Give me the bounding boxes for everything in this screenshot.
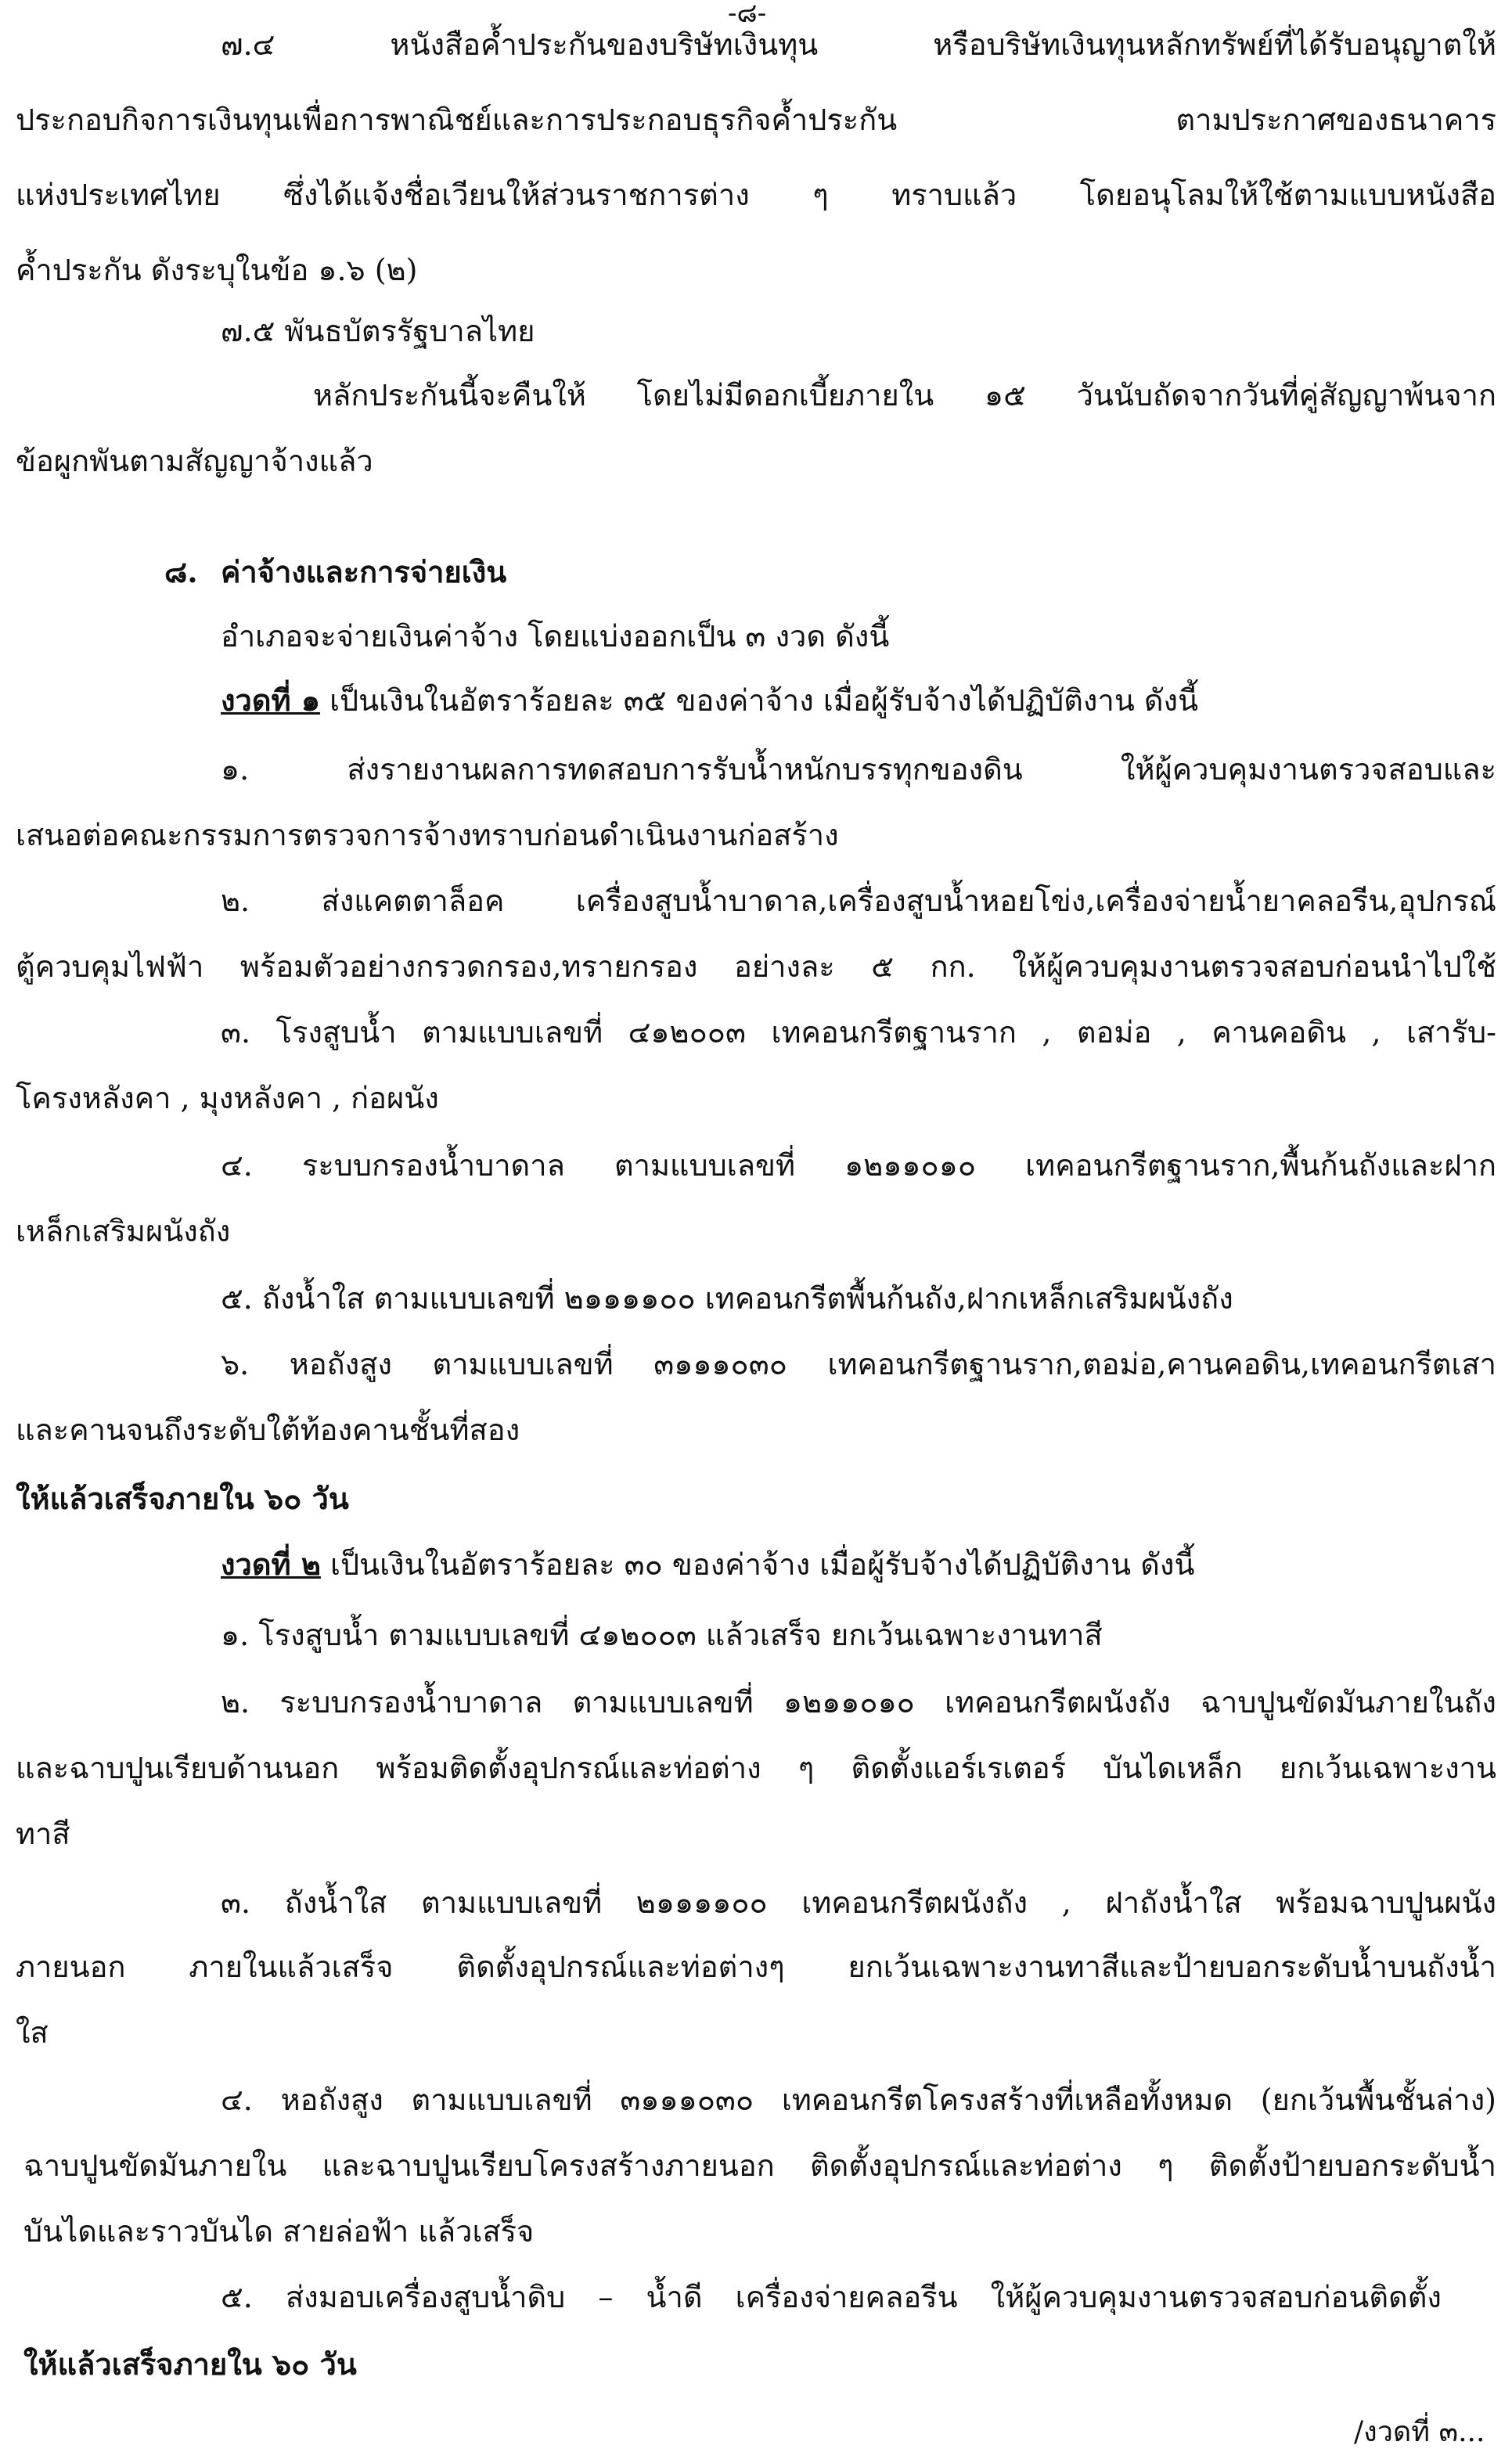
inst-1-item-4-line-2: เหล็กเสริมผนังถัง bbox=[16, 1214, 231, 1248]
item-7-4-line-2: ประกอบกิจการเงินทุนเพื่อการพาณิชย์และการประกอบธุรกิจค้ำประกัน ตามประกาศของธนาคาร bbox=[16, 103, 1496, 137]
inst-1-item-5-line-1: ๕. ถังน้ำใส ตามแบบเลขที่ ๒๑๑๑๑๐๐ เทคอนกรีตพื้นก้นถัง,ฝากเหล็กเสริมผนังถัง bbox=[221, 1281, 1233, 1316]
security-return-line-2: ข้อผูกพันตามสัญญาจ้างแล้ว bbox=[16, 444, 373, 478]
inst-1-item-3-line-2: โครงหลังคา , มุงหลังคา , ก่อผนัง bbox=[16, 1081, 439, 1115]
installment-2-label: งวดที่ ๒ bbox=[221, 1547, 321, 1582]
installment-1-deadline: ให้แล้วเสร็จภายใน ๖๐ วัน bbox=[16, 1481, 349, 1516]
page-number: -๘- bbox=[728, 0, 767, 29]
section-8-heading: ค่าจ้างและการจ่ายเงิน bbox=[221, 554, 507, 589]
installment-2-header bbox=[221, 1547, 1195, 1582]
inst-1-item-1-line-1: ๑. ส่งรายงานผลการทดสอบการรับน้ำหนักบรรทุกของดิน ให้ผู้ควบคุมงานตรวจสอบและ bbox=[221, 752, 1496, 787]
inst-2-item-2-line-1: ๒. ระบบกรองน้ำบาดาล ตามแบบเลขที่ ๑๒๑๑๐๑๐ เทคอนกรีตผนังถัง ฉาบปูนขัดมันภายในถัง bbox=[221, 1685, 1496, 1720]
installment-2-deadline: ให้แล้วเสร็จภายใน ๖๐ วัน bbox=[23, 2346, 357, 2382]
inst-2-item-4-line-1: ๔. หอถังสูง ตามแบบเลขที่ ๓๑๑๑๐๓๐ เทคอนกรีตโครงสร้างที่เหลือทั้งหมด (ยกเว้นพื้นชั้นล่าง) bbox=[221, 2083, 1496, 2117]
item-7-4-line-1: ๗.๔ หนังสือค้ำประกันของบริษัทเงินทุน หรือบริษัทเงินทุนหลักทรัพย์ที่ได้รับอนุญาตให้ bbox=[221, 27, 1496, 62]
inst-2-item-5-line-1: ๕. ส่งมอบเครื่องสูบน้ำดิบ – น้ำดี เครื่องจ่ายคลอรีน ให้ผู้ควบคุมงานตรวจสอบก่อนติดตั้ง bbox=[221, 2280, 1442, 2314]
inst-1-item-4-line-1: ๔. ระบบกรองน้ำบาดาล ตามแบบเลขที่ ๑๒๑๑๐๑๐ เทคอนกรีตฐานราก,พื้นก้นถังและฝาก bbox=[221, 1148, 1496, 1183]
continuation-note: /งวดที่ ๓... bbox=[1354, 2416, 1485, 2448]
item-7-4-line-4: ค้ำประกัน ดังระบุในข้อ ๑.๖ (๒) bbox=[16, 253, 418, 287]
inst-1-item-3-line-1: ๓. โรงสูบน้ำ ตามแบบเลขที่ ๔๑๒๐๐๓ เทคอนกรีตฐานราก , ตอม่อ , คานคอดิน , เสารับ- bbox=[221, 1015, 1496, 1050]
item-7-4-line-3: แห่งประเทศไทย ซึ่งได้แจ้งชื่อเวียนให้ส่วนราชการต่าง ๆ ทราบแล้ว โดยอนุโลมให้ใช้ตามแบบหนังสือ bbox=[16, 178, 1496, 212]
item-7-5: ๗.๕ พันธบัตรรัฐบาลไทย bbox=[221, 314, 535, 348]
inst-1-item-6-line-1: ๖. หอถังสูง ตามแบบเลขที่ ๓๑๑๑๐๓๐ เทคอนกรีตฐานราก,ตอม่อ,คานคอดิน,เทคอนกรีตเสา bbox=[221, 1347, 1496, 1381]
section-8-number: ๘. bbox=[164, 554, 198, 589]
inst-2-item-2-line-2: และฉาบปูนเรียบด้านนอก พร้อมติดตั้งอุปกรณ์และท่อต่าง ๆ ติดตั้งแอร์เรเตอร์ บันไดเหล็ก ยกเว้นเฉพาะงาน bbox=[16, 1751, 1496, 1785]
installment-2-desc: เป็นเงินในอัตราร้อยละ ๓๐ ของค่าจ้าง เมื่อผู้รับจ้างได้ปฏิบัติงาน ดังนี้ bbox=[320, 1547, 1195, 1582]
inst-1-item-1-line-2: เสนอต่อคณะกรรมการตรวจการจ้างทราบก่อนดำเนินงานก่อสร้าง bbox=[16, 818, 839, 852]
inst-1-item-6-line-2: และคานจนถึงระดับใต้ท้องคานชั้นที่สอง bbox=[16, 1413, 520, 1447]
installment-1-desc: เป็นเงินในอัตราร้อยละ ๓๕ ของค่าจ้าง เมื่อผู้รับจ้างได้ปฏิบัติงาน ดังนี้ bbox=[319, 683, 1199, 718]
installment-1-label: งวดที่ ๑ bbox=[221, 682, 320, 718]
inst-2-item-1-line-1: ๑. โรงสูบน้ำ ตามแบบเลขที่ ๔๑๒๐๐๓ แล้วเสร็จ ยกเว้นเฉพาะงานทาสี bbox=[221, 1618, 1103, 1652]
inst-2-item-3-line-1: ๓. ถังน้ำใส ตามแบบเลขที่ ๒๑๑๑๑๐๐ เทคอนกรีตผนังถัง , ฝาถังน้ำใส พร้อมฉาบปูนผนัง bbox=[221, 1885, 1496, 1920]
section-8-intro: อำเภอจะจ่ายเงินค่าจ้าง โดยแบ่งออกเป็น ๓ งวด ดังนี้ bbox=[221, 619, 890, 654]
inst-2-item-2-line-3: ทาสี bbox=[16, 1817, 70, 1851]
security-return-line-1: หลักประกันนี้จะคืนให้ โดยไม่มีดอกเบี้ยภายใน ๑๕ วันนับถัดจากวันที่คู่สัญญาพ้นจาก bbox=[313, 378, 1496, 412]
inst-2-item-4-line-2: ฉาบปูนขัดมันภายใน และฉาบปูนเรียบโครงสร้างภายนอก ติดตั้งอุปกรณ์และท่อต่าง ๆ ติดตั้งป้ายบอกระดับน้ำ bbox=[23, 2148, 1496, 2183]
inst-2-item-3-line-2: ภายนอก ภายในแล้วเสร็จ ติดตั้งอุปกรณ์และท่อต่างๆ ยกเว้นเฉพาะงานทาสีและป้ายบอกระดับน้ำบนถังน้ำ bbox=[16, 1950, 1496, 1984]
inst-2-item-3-line-3: ใส bbox=[16, 2015, 49, 2050]
inst-2-item-4-line-3: บันไดและราวบันได สายล่อฟ้า แล้วเสร็จ bbox=[23, 2214, 535, 2249]
inst-1-item-2-line-2: ตู้ควบคุมไฟฟ้า พร้อมตัวอย่างกรวดกรอง,ทรายกรอง อย่างละ ๕ กก. ให้ผู้ควบคุมงานตรวจสอบก่อนนำไปใช้ bbox=[16, 949, 1496, 984]
inst-1-item-2-line-1: ๒. ส่งแคตตาล็อค เครื่องสูบน้ำบาดาล,เครื่องสูบน้ำหอยโข่ง,เครื่องจ่ายน้ำยาคลอรีน,อุปกรณ์ bbox=[221, 884, 1496, 918]
installment-1-header bbox=[221, 682, 1199, 718]
